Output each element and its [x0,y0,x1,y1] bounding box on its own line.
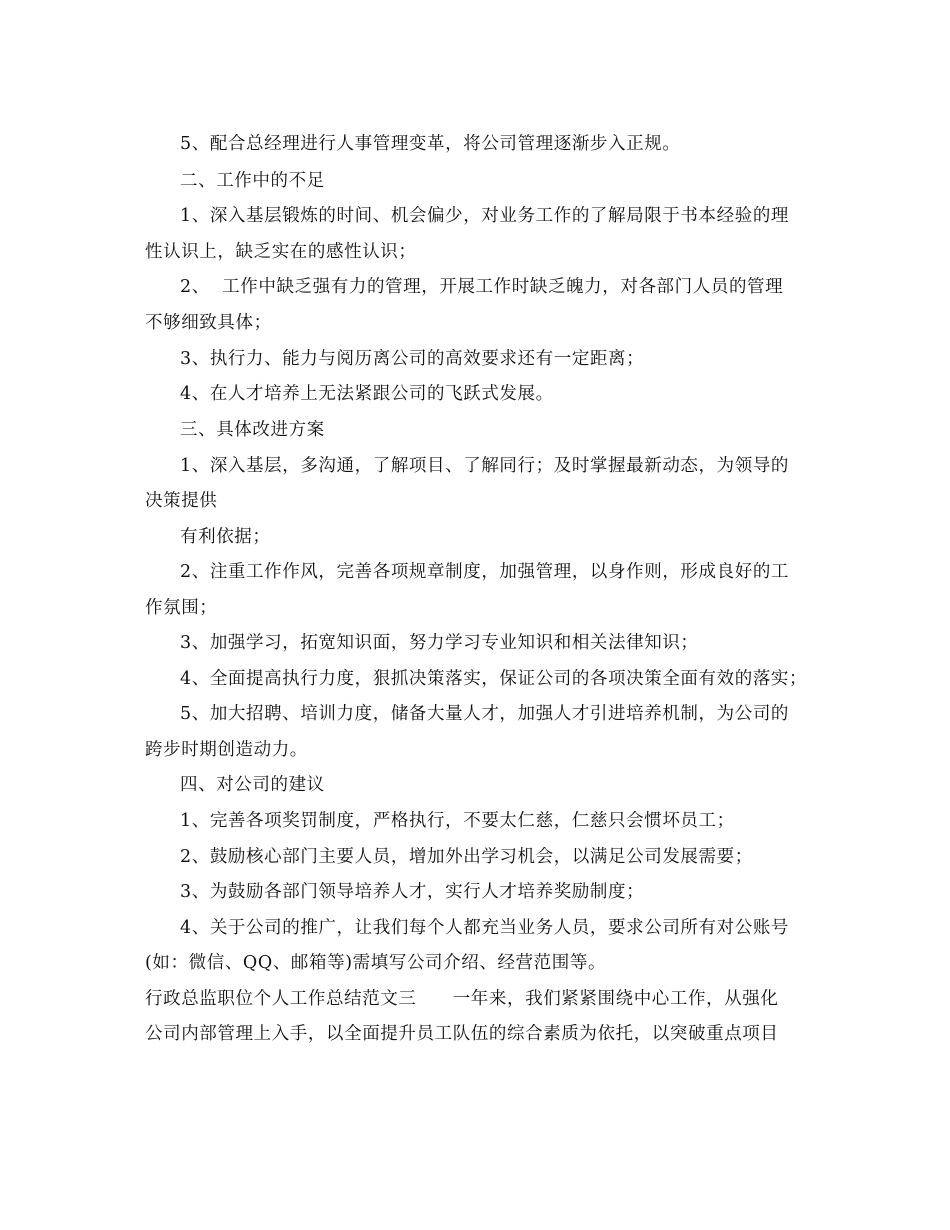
paragraph-line: 4、在人才培养上无法紧跟公司的飞跃式发展。 [180,384,554,404]
paragraph-line: 有利依据； [180,527,271,547]
paragraph-line: 公司内部管理上入手，以全面提升员工队伍的综合素质为依托，以突破重点项目 [145,1024,779,1044]
section-heading: 二、工作中的不足 [180,171,325,191]
paragraph-line: 1、完善各项奖罚制度，严格执行，不要太仁慈，仁慈只会惯坏员工； [180,811,735,831]
paragraph-line: 2、鼓励核心部门主要人员，增加外出学习机会，以满足公司发展需要； [180,847,753,867]
paragraph-line: 决策提供 [145,491,218,511]
paragraph-line: 作氛围； [145,598,218,618]
paragraph-line: 3、加强学习，拓宽知识面，努力学习专业知识和相关法律知识； [180,633,699,653]
paragraph-line: (如：微信、QQ、邮箱等)需填写公司介绍、经营范围等。 [145,953,607,973]
paragraph-line: 跨步时期创造动力。 [145,740,308,760]
paragraph-line: 1、深入基层，多沟通，了解项目、了解同行；及时掌握最新动态，为领导的 [180,456,790,476]
paragraph-line: 5、配合总经理进行人事管理变革，将公司管理逐渐步入正规。 [180,134,681,154]
section-heading: 四、对公司的建议 [180,775,325,795]
paragraph-line: 性认识上，缺乏实在的感性认识； [145,242,417,262]
section-heading: 三、具体改进方案 [180,420,325,440]
paragraph-line: 2、注重工作作风，完善各项规章制度，加强管理，以身作则，形成良好的工 [180,562,790,582]
paragraph-line: 3、为鼓励各部门领导培养人才，实行人才培养奖励制度； [180,882,645,902]
paragraph-line: 行政总监职位个人工作总结范文三 一年来，我们紧紧围绕中心工作，从强化 [145,989,779,1009]
paragraph-line: 1、深入基层锻炼的时间、机会偏少，对业务工作的了解局限于书本经验的理 [180,206,790,226]
paragraph-line: 3、执行力、能力与阅历离公司的高效要求还有一定距离； [180,349,645,369]
paragraph-line: 4、关于公司的推广，让我们每个人都充当业务人员，要求公司所有对公账号 [180,918,790,938]
paragraph-line: 不够细致具体； [145,313,272,333]
paragraph-line: 5、加大招聘、培训力度，储备大量人才，加强人才引进培养机制，为公司的 [180,704,790,724]
paragraph-line: 4、全面提高执行力度，狠抓决策落实，保证公司的各项决策全面有效的落实； [180,669,808,689]
paragraph-line: 2、 工作中缺乏强有力的管理，开展工作时缺乏魄力，对各部门人员的管理 [180,277,784,297]
